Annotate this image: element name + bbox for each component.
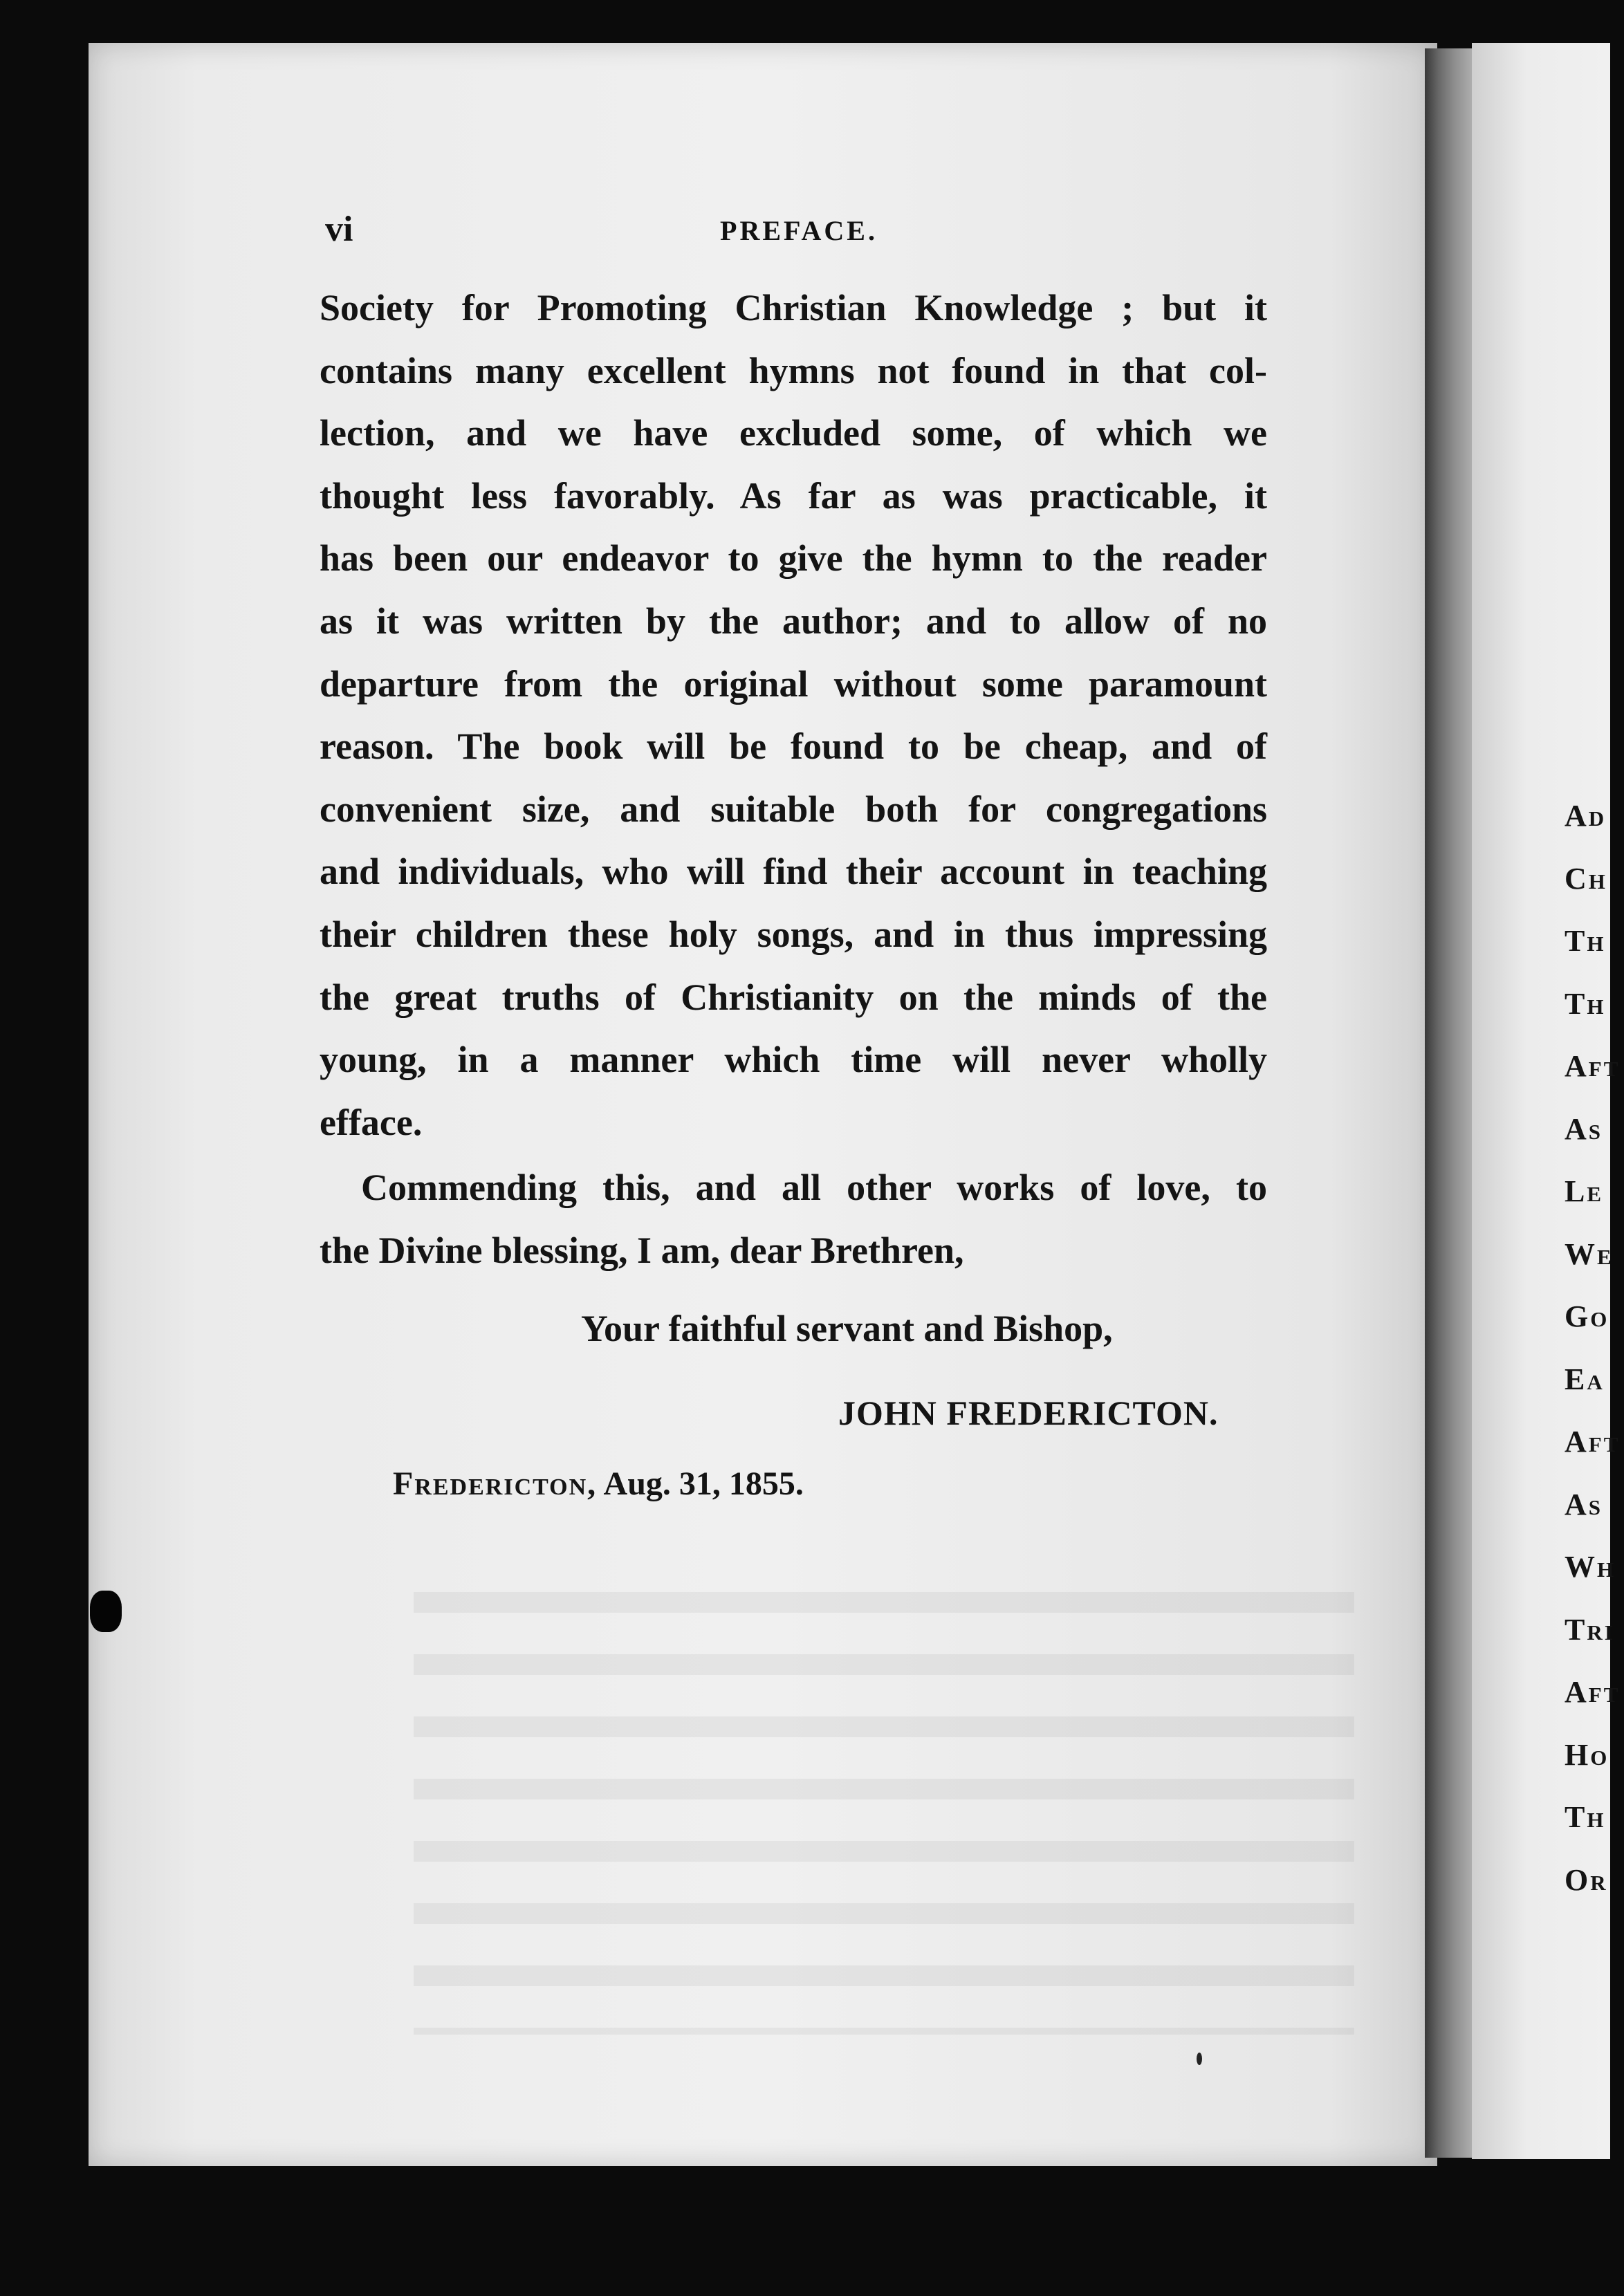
dateline-place: Fredericton,: [393, 1465, 598, 1502]
text-line: and individuals, who will find their account in teaching: [320, 851, 1267, 893]
text-line: as it was written by the author; and to allow of no: [320, 600, 1267, 642]
facing-page-fragment: Th: [1565, 924, 1606, 958]
facing-page-fragment: Go: [1565, 1299, 1609, 1333]
facing-page-fragment: We: [1565, 1237, 1614, 1271]
text-line: reason. The book will be found to be cheap, and of: [320, 725, 1267, 768]
text-line: lection, and we have excluded some, of which we: [320, 412, 1267, 454]
facing-page-fragment: Ch: [1565, 861, 1607, 896]
facing-page-fragment: Tri: [1565, 1612, 1615, 1647]
dateline: [393, 1465, 804, 1503]
text-line: Society for Promoting Christian Knowledge ; but it: [320, 287, 1267, 328]
facing-page-fragment: Th: [1565, 1800, 1606, 1834]
facing-page-fragment: Th: [1565, 986, 1606, 1021]
text-line: the Divine blessing, I am, dear Brethren,: [320, 1229, 964, 1271]
signature: JOHN FREDERICTON.: [838, 1394, 1219, 1432]
text-line: young, in a manner which time will never wholly: [320, 1039, 1267, 1081]
text-line: the great truths of Christianity on the minds of the: [320, 976, 1267, 1018]
facing-page-fragment: Aft: [1565, 1425, 1621, 1459]
facing-page-fragment: As: [1565, 1111, 1603, 1146]
facing-page-fragment: Aft: [1565, 1675, 1621, 1709]
page-number: vi: [325, 210, 353, 249]
facing-page-fragment: As: [1565, 1487, 1603, 1521]
preface-paragraph-1: [320, 277, 1267, 1154]
preface-paragraph-2: [320, 1156, 1267, 1281]
show-through-text: [414, 1550, 1354, 2035]
facing-page-fragment: Le: [1565, 1174, 1604, 1208]
text-line: departure from the original without some paramount: [320, 663, 1267, 705]
page-header: [325, 209, 1273, 250]
facing-page-fragment: Or: [1565, 1862, 1608, 1897]
dateline-date: Aug. 31, 1855.: [603, 1465, 804, 1502]
text-line: their children these holy songs, and in thus impressing: [320, 913, 1267, 955]
facing-page-fragment: Ho: [1565, 1737, 1609, 1772]
book-gutter: [1425, 48, 1473, 2158]
facing-page-contents: [1565, 785, 1620, 1911]
running-head: PREFACE.: [720, 215, 878, 246]
signoff: Your faithful servant and Bishop,: [581, 1308, 1113, 1349]
text-line: has been our endeavor to give the hymn to the reader: [320, 537, 1267, 580]
page-edge-blot: [90, 1591, 122, 1632]
text-line: thought less favorably. As far as was practicable, it: [320, 474, 1267, 517]
text-line: convenient size, and suitable both for congregations: [320, 788, 1267, 830]
text-line: efface.: [320, 1101, 423, 1143]
text-line: contains many excellent hymns not found in that col-: [320, 349, 1267, 391]
facing-page-fragment: Aft: [1565, 1049, 1621, 1083]
facing-page-fragment: Ea: [1565, 1362, 1605, 1396]
ink-speck: [1197, 2053, 1202, 2065]
facing-page-fragment: Wh: [1565, 1550, 1616, 1584]
facing-page-fragment: Ad: [1565, 799, 1607, 833]
text-line: Commending this, and all other works of love, to: [361, 1167, 1267, 1208]
